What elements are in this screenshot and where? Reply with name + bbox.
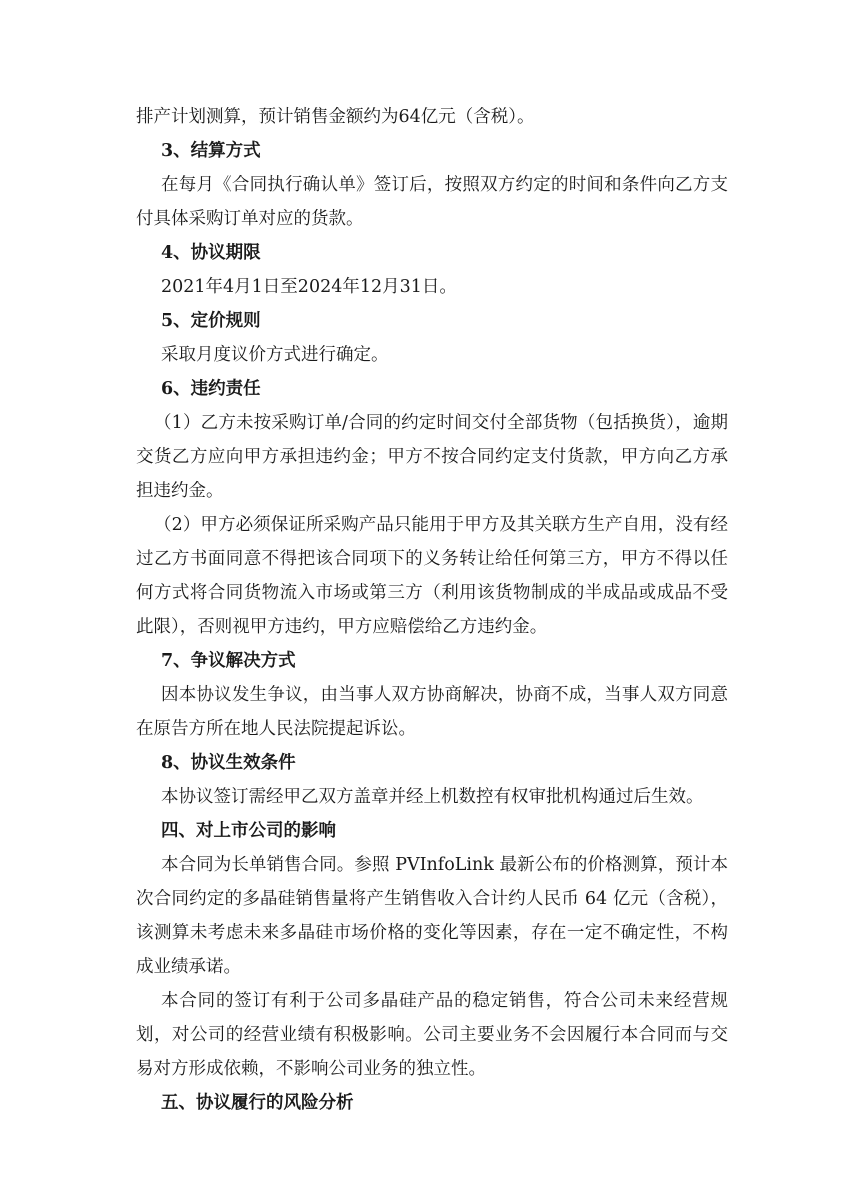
paragraph-pricing-rules: 采取月度议价方式进行确定。 — [161, 345, 389, 365]
section-heading-impact: 四、对上市公司的影响 — [161, 821, 336, 841]
heading-breach-liability: 6、违约责任 — [161, 379, 261, 399]
paragraph-agreement-term: 2021年4月1日至2024年12月31日。 — [161, 277, 457, 297]
paragraph-impact-1: 本合同为长单销售合同。参照 PVInfoLink 最新公布的价格测算，预计本次合同约定的多晶硅销售量将产生销售收入合计约人民币 64 亿元（含税），该测算未考虑未来多晶硅市场价格的变化等因素，存在一定不确定性，不构成业绩承诺。 — [136, 855, 728, 977]
heading-dispute-resolution: 7、争议解决方式 — [161, 651, 296, 671]
paragraph-sales-estimate: 排产计划测算，预计销售金额约为64亿元（含税）。 — [136, 107, 535, 127]
document-page — [136, 100, 728, 1120]
paragraph-breach-liability-2: （2）甲方必须保证所采购产品只能用于甲方及其关联方生产自用，没有经过乙方书面同意不得把该合同项下的义务转让给任何第三方，甲方不得以任何方式将合同货物流入市场或第三方（利用该货物制成的半成品或成品不受此限），否则视甲方违约，甲方应赔偿给乙方违约金。 — [136, 515, 728, 637]
paragraph-breach-liability-1: （1）乙方未按采购订单/合同的约定时间交付全部货物（包括换货），逾期交货乙方应向甲方承担违约金；甲方不按合同约定支付货款，甲方向乙方承担违约金。 — [136, 413, 728, 501]
heading-pricing-rules: 5、定价规则 — [161, 311, 261, 331]
section-heading-risk-analysis: 五、协议履行的风险分析 — [161, 1093, 354, 1113]
heading-settlement-method: 3、结算方式 — [161, 141, 261, 161]
heading-agreement-term: 4、协议期限 — [161, 243, 261, 263]
paragraph-effective-conditions: 本协议签订需经甲乙双方盖章并经上机数控有权审批机构通过后生效。 — [161, 787, 704, 807]
paragraph-dispute-resolution: 因本协议发生争议，由当事人双方协商解决，协商不成，当事人双方同意在原告方所在地人民法院提起诉讼。 — [136, 685, 728, 739]
paragraph-settlement-method: 在每月《合同执行确认单》签订后，按照双方约定的时间和条件向乙方支付具体采购订单对应的货款。 — [136, 175, 728, 229]
heading-effective-conditions: 8、协议生效条件 — [161, 753, 296, 773]
paragraph-impact-2: 本合同的签订有利于公司多晶硅产品的稳定销售，符合公司未来经营规划，对公司的经营业绩有积极影响。公司主要业务不会因履行本合同而与交易对方形成依赖，不影响公司业务的独立性。 — [136, 991, 728, 1079]
